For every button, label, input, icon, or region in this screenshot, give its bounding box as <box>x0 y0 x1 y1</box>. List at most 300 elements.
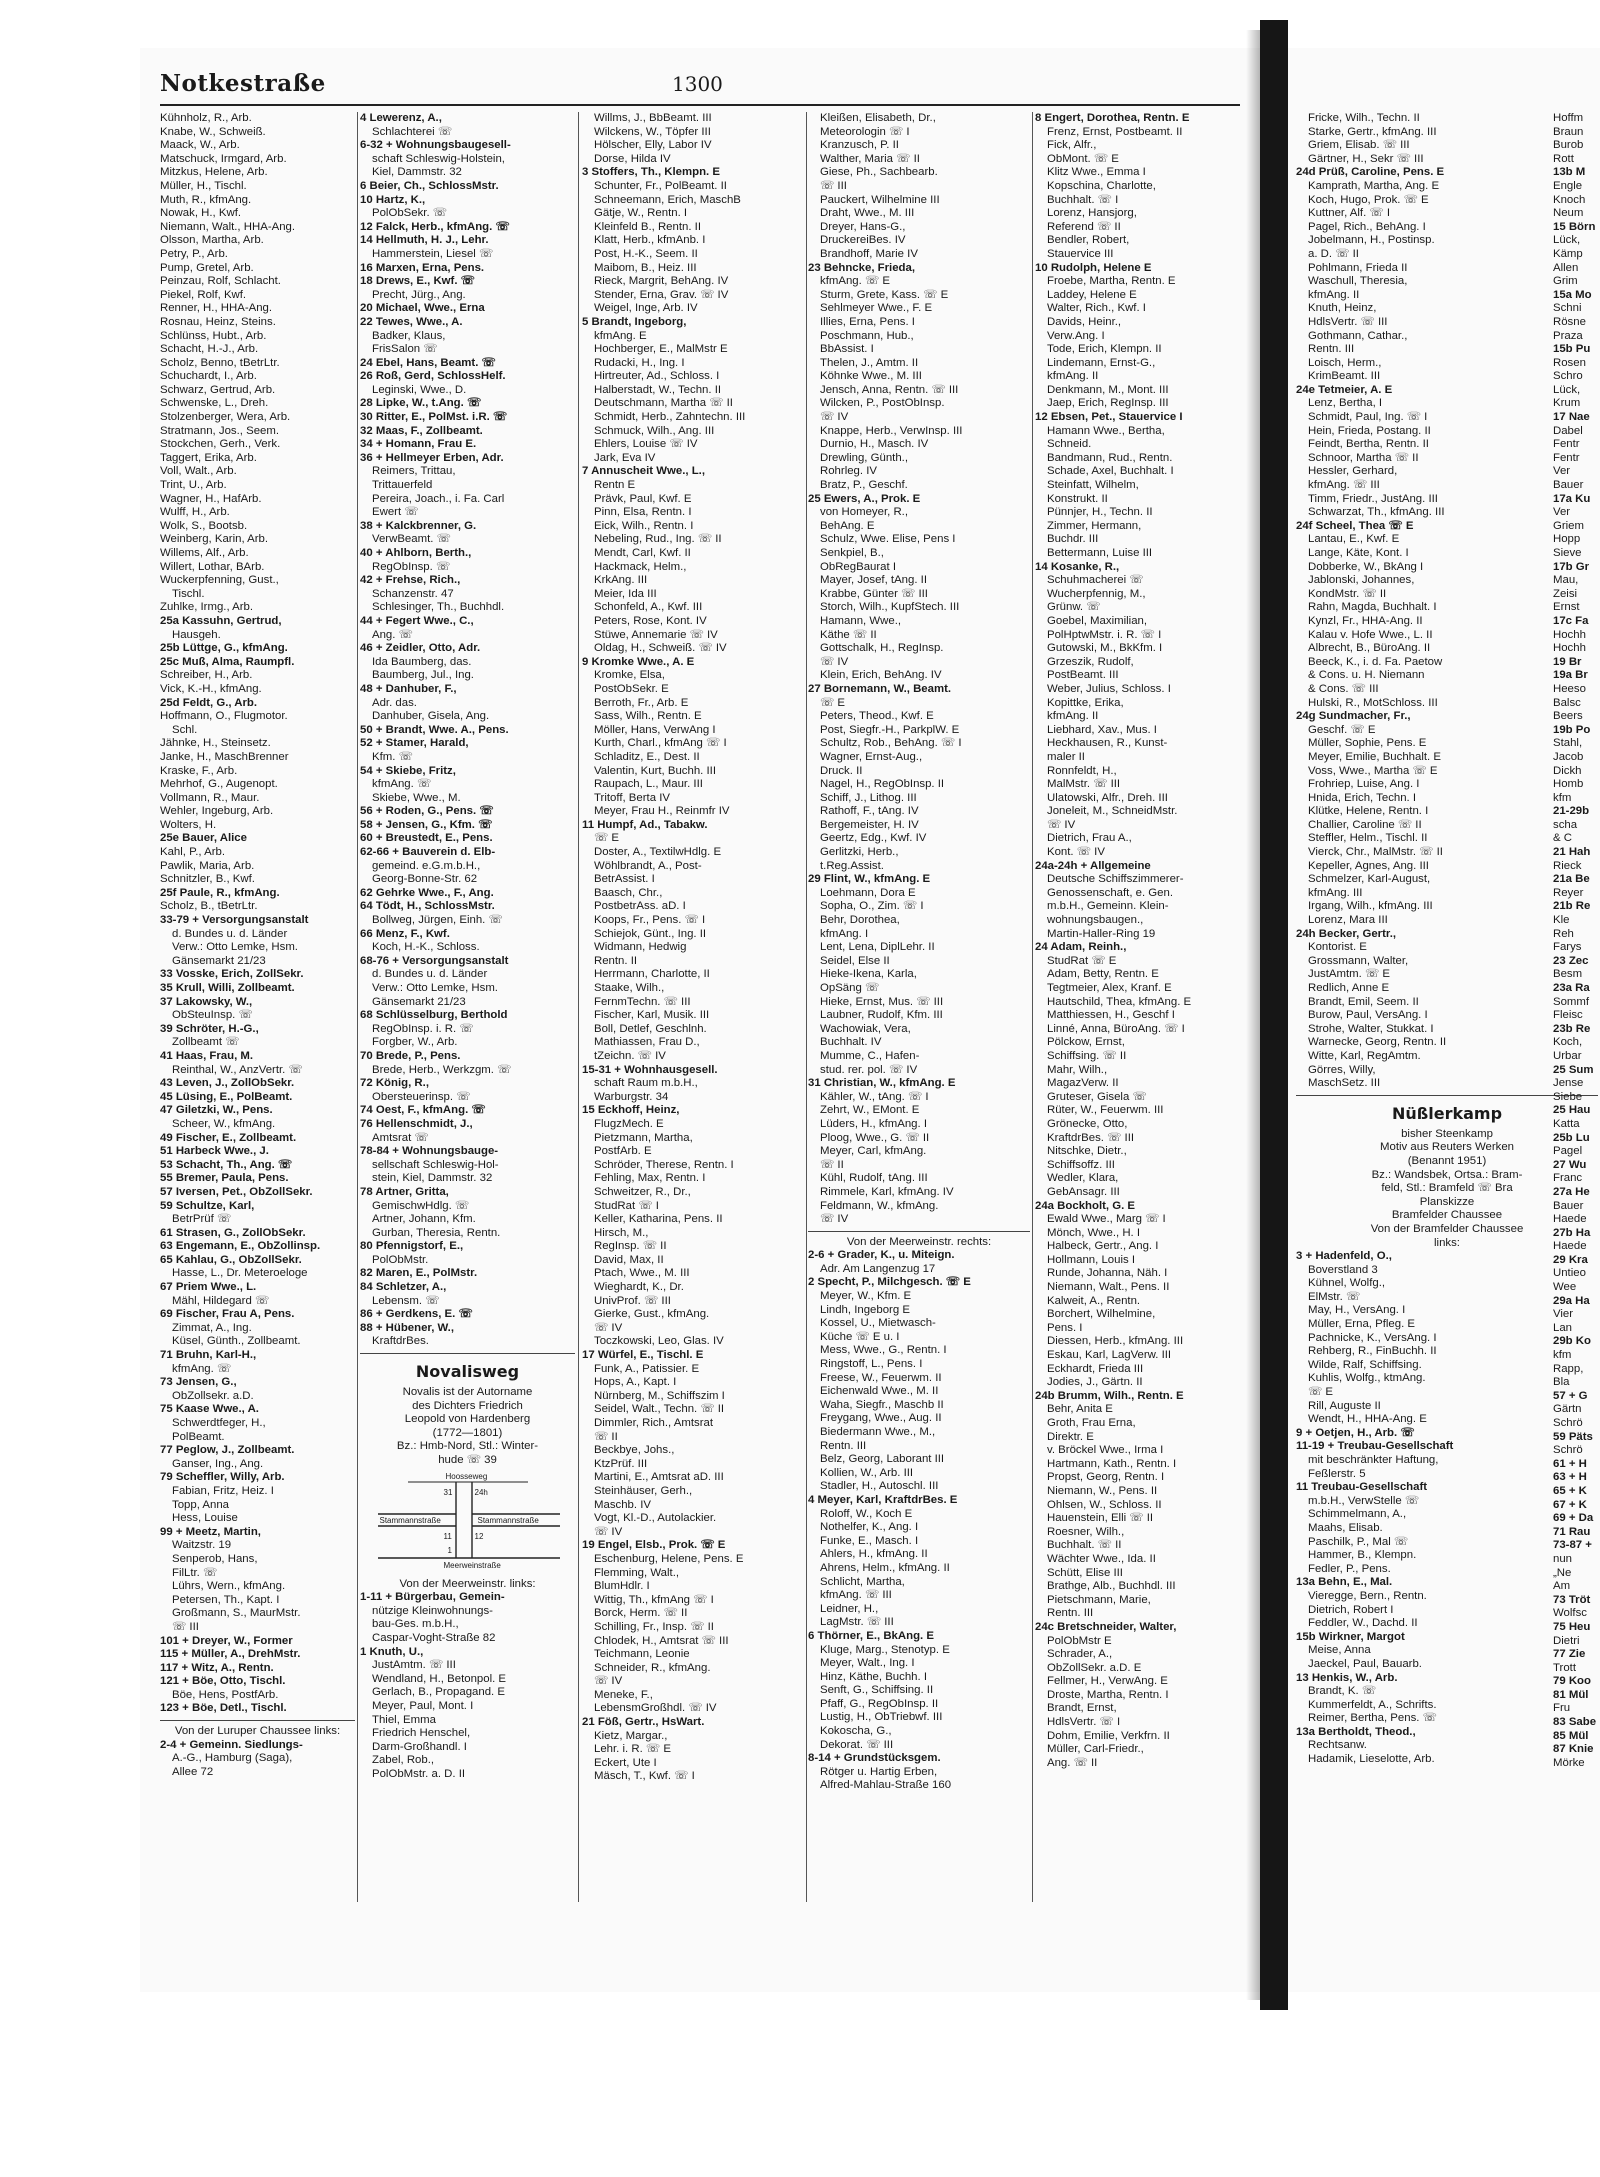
directory-entry-line: Braun <box>1553 125 1584 138</box>
directory-entry-line: Vieregge, Bern., Rentn. <box>1308 1589 1427 1602</box>
directory-entry-line: Mess, Wwe., G., Rentn. I <box>820 1344 947 1357</box>
directory-entry-line: ☏ IV <box>594 1321 623 1334</box>
directory-entry-line: ☏ III <box>820 179 847 192</box>
directory-entry-line: 17b Gr <box>1553 560 1590 573</box>
directory-entry-line: Lindh, Ingeborg E <box>820 1303 910 1316</box>
directory-entry-line: Hieke, Ernst, Mus. ☏ III <box>820 995 944 1008</box>
directory-entry-line: Ahrens, Helm., kfmAng. II <box>820 1561 950 1574</box>
directory-entry-line: 15-31 + Wohnhausgesell. <box>582 1063 718 1076</box>
directory-entry-line: Eick, Wilh., Rentn. I <box>594 519 694 532</box>
directory-entry-line: Schacht, H.-J., Arb. <box>160 343 259 356</box>
directory-entry-line: 69 + Da <box>1553 1512 1594 1525</box>
directory-entry-line: 77 Zie <box>1553 1648 1586 1661</box>
directory-entry-line: Mahr, Wilh., <box>1047 1063 1108 1076</box>
directory-entry-line: Hess, Louise <box>172 1512 238 1525</box>
directory-entry-line: Schütt, Elise III <box>1047 1566 1123 1579</box>
directory-entry-line: Schreiber, H., Arb. <box>160 669 253 682</box>
directory-entry-line: Pereira, Joach., i. Fa. Carl <box>372 492 505 505</box>
directory-entry-line: Beers <box>1553 710 1583 723</box>
directory-entry-line: Kromke, Elsa, <box>594 669 665 682</box>
directory-entry-line: MagazVerw. II <box>1047 1077 1119 1090</box>
directory-entry-line: FrisSalon ☏ <box>372 343 438 356</box>
directory-entry-line: Mathiassen, Frau D., <box>594 1036 700 1049</box>
directory-entry-line: PostObSekr. E <box>594 682 669 695</box>
directory-entry-line: Seidel, Else II <box>820 954 890 967</box>
directory-entry-line: Staake, Wilh., <box>594 982 665 994</box>
directory-entry-line: 35 Krull, Willi, Zollbeamt. <box>160 982 295 994</box>
directory-entry-line: Feßlerstr. 5 <box>1308 1467 1366 1480</box>
directory-entry-line: Raupach, L., Maur. III <box>594 778 703 791</box>
directory-entry-line: Kollien, W., Arb. III <box>820 1466 914 1479</box>
directory-entry-line: Küsel, Günth., Zollbeamt. <box>172 1335 301 1348</box>
directory-entry-line: Walther, Maria ☏ II <box>820 152 920 165</box>
directory-entry-line: Fentr <box>1553 451 1580 464</box>
directory-entry-line: Zuhlke, Irmg., Arb. <box>160 601 254 614</box>
directory-entry-line: Buchhalt. IV <box>820 1036 882 1049</box>
directory-entry-line: Reyer <box>1553 886 1584 899</box>
directory-entry-line: 69 Fischer, Frau A, Pens. <box>160 1308 295 1321</box>
directory-entry-line: 5 Brandt, Ingeborg, <box>582 315 687 328</box>
directory-entry-line: Hadamik, Lieselotte, Arb. <box>1308 1753 1435 1766</box>
directory-entry-line: t.Reg.Assist. <box>820 859 884 872</box>
directory-entry-line: 67 + K <box>1553 1498 1587 1511</box>
directory-entry-line: 25a Kassuhn, Gertrud, <box>160 614 282 627</box>
directory-entry-line: Warnecke, Georg, Rentn. II <box>1308 1036 1447 1049</box>
directory-entry-line: 53 Schacht, Th., Ang. ☏ <box>160 1158 293 1171</box>
directory-entry-line: Behr, Dorothea, <box>820 914 900 927</box>
directory-entry-line: schaft Raum m.b.H., <box>594 1077 698 1090</box>
directory-entry-line: Schiejok, Günt., Ing. II <box>594 927 707 940</box>
directory-entry-line: Mähl, Hildegard ☏ <box>172 1294 270 1307</box>
directory-entry-line: Hochh <box>1553 628 1586 641</box>
directory-entry-line: Dreyer, Hans-G., <box>820 220 906 233</box>
description-line: (Benannt 1951) <box>1407 1154 1487 1167</box>
directory-entry-line: Artner, Johann, Kfm. <box>372 1213 476 1226</box>
directory-entry-line: 63 Engemann, E., ObZollinsp. <box>160 1240 321 1253</box>
directory-entry-line: Diessen, Herb., kfmAng. III <box>1047 1335 1184 1348</box>
directory-entry-line: Deutschmann, Martha ☏ II <box>594 397 733 410</box>
description-line: Leopold von Hardenberg <box>404 1413 531 1426</box>
directory-entry-line: 56 + Roden, G., Pens. ☏ <box>360 805 494 818</box>
directory-entry-line: Fentr <box>1553 438 1580 451</box>
directory-entry-line: Rüter, W., Feuerwm. III <box>1047 1104 1164 1117</box>
directory-entry-line: 75 Kaase Wwe., A. <box>160 1403 259 1416</box>
directory-entry-line: Storch, Wilh., KupfStech. III <box>820 601 960 614</box>
directory-entry-line: Peters, Rose, Kont. IV <box>594 614 707 627</box>
directory-entry-line: Grönecke, Otto, <box>1047 1117 1128 1130</box>
directory-entry-line: Wieghardt, K., Dr. <box>594 1281 684 1294</box>
directory-entry-line: Kossel, U., Mietwasch- <box>820 1317 936 1330</box>
novalisweg-entries <box>360 1591 575 1781</box>
directory-entry-line: Hirtreuter, Ad., Schloss. I <box>594 370 720 383</box>
directory-entry-line: 24 Adam, Reinh., <box>1035 941 1127 954</box>
directory-entry-line: Hoffm <box>1553 112 1584 124</box>
directory-entry-line: Eckhardt, Frieda III <box>1047 1362 1144 1375</box>
directory-entry-line: Kühnholz, R., Arb. <box>160 112 252 124</box>
directory-entry-line: Schmuck, Wilh., Ang. III <box>594 424 715 437</box>
directory-entry-line: Rosen <box>1553 356 1586 369</box>
directory-entry-line: 70 Brede, P., Pens. <box>360 1049 461 1062</box>
directory-entry-line: Janke, H., MaschBrenner <box>160 750 289 763</box>
directory-entry-line: 10 Hartz, K., <box>360 193 426 206</box>
directory-entry-line: Hartmann, Kath., Rentn. I <box>1047 1457 1177 1470</box>
directory-entry-line: Sass, Wilh., Rentn. E <box>594 710 702 723</box>
directory-entry-line: Ploog, Wwe., G. ☏ II <box>820 1131 930 1144</box>
directory-entry-line: Pinn, Elsa, Rentn. I <box>594 506 692 519</box>
directory-entry-line: Hammerstein, Liesel ☏ <box>372 247 494 260</box>
directory-entry-line: Schimmelmann, A., <box>1308 1508 1407 1521</box>
directory-entry-line: 42 + Frehse, Rich., <box>360 574 461 587</box>
directory-entry-line: Hoffmann, O., Flugmotor. <box>160 710 288 723</box>
directory-entry-line: Ahlers, H., kfmAng. II <box>820 1548 928 1561</box>
directory-entry-line: Ohlsen, W., Schloss. II <box>1047 1498 1162 1511</box>
directory-entry-line: Burow, Paul, VersAng. I <box>1308 1009 1428 1022</box>
directory-entry-line: Tritoff, Berta IV <box>594 791 670 804</box>
column-5-entries <box>1035 112 1247 1770</box>
directory-entry-line: wohnungsbaugen., <box>1047 914 1144 927</box>
directory-entry-line: Klatt, Herb., kfmAnb. I <box>594 234 706 247</box>
directory-entry-line: Schwerdtfeger, H., <box>172 1417 266 1429</box>
directory-entry-line: Davids, Heinr., <box>1047 315 1122 328</box>
directory-entry-line: Thelen, J., Amtm. II <box>820 356 919 369</box>
directory-entry-line: Wedler, Klara, <box>1047 1172 1119 1185</box>
directory-entry-line: Verw.: Otto Lemke, Hsm. <box>372 982 498 994</box>
directory-entry-line: Allen <box>1553 261 1579 274</box>
directory-entry-line: Baasch, Chr., <box>594 886 663 899</box>
luruper-heading: Von der Luruper Chaussee links: <box>174 1725 341 1738</box>
directory-entry-line: Verw.: Otto Lemke, Hsm. <box>172 941 298 954</box>
directory-entry-line: ☏ IV <box>820 411 849 424</box>
directory-entry-line: kfm <box>1553 1349 1572 1362</box>
directory-entry-line: Fick, Alfr., <box>1047 139 1097 152</box>
directory-entry-line: Weinberg, Karin, Arb. <box>160 533 269 546</box>
directory-entry-line: Schonfeld, A., Kwf. III <box>594 601 703 614</box>
directory-entry-line: 27a He <box>1553 1185 1590 1198</box>
directory-entry-line: 78 Artner, Gritta, <box>360 1185 449 1198</box>
directory-entry-line: Schladitz, E., Dest. II <box>594 750 700 763</box>
directory-entry-line: Müller, Sophie, Pens. E <box>1308 737 1427 750</box>
directory-entry-line: Rimmele, Karl, kfmAng. IV <box>820 1185 954 1198</box>
directory-entry-line: 25c Muß, Alma, Raumpfl. <box>160 655 295 668</box>
directory-entry-line: Reh <box>1553 927 1574 940</box>
directory-entry-line: 87 Knie <box>1553 1743 1594 1756</box>
right-page-edge-column <box>1553 112 1600 1902</box>
column-divider <box>1032 112 1033 1902</box>
directory-entry-line: PolObMstr E <box>1047 1634 1112 1647</box>
directory-entry-line: Geschf. ☏ E <box>1308 723 1376 736</box>
directory-entry-line: Friedrich Henschel, <box>372 1727 471 1740</box>
directory-entry-line: stud. rer. pol. ☏ IV <box>820 1063 918 1076</box>
directory-entry-line: Zehrt, W., EMont. E <box>820 1104 920 1117</box>
directory-entry-line: Vier <box>1553 1308 1574 1321</box>
directory-entry-line: Schnoor, Martha ☏ II <box>1308 451 1419 464</box>
directory-entry-line: Rentn. III <box>1308 343 1355 356</box>
directory-entry-line: Kühnel, Wolfg., <box>1308 1277 1386 1290</box>
directory-entry-line: Adam, Betty, Rentn. E <box>1047 968 1159 981</box>
directory-entry-line: Grünw. ☏ <box>1047 601 1101 614</box>
directory-entry-line: Dobberke, W., BkAng I <box>1308 560 1424 573</box>
directory-column-1 <box>160 112 355 1902</box>
directory-entry-line: Wendt, H., HHA-Ang. E <box>1308 1413 1427 1426</box>
directory-entry-line: 59 Päts <box>1553 1430 1593 1443</box>
directory-entry-line: Eskau, Karl, LagVerw. III <box>1047 1349 1172 1362</box>
directory-entry-line: Nebeling, Rud., Ing. ☏ II <box>594 533 722 546</box>
directory-entry-line: 115 + Müller, A., DrehMstr. <box>160 1648 301 1661</box>
directory-entry-line: Farys <box>1553 941 1582 954</box>
directory-entry-line: 48 + Danhuber, F., <box>360 682 457 695</box>
directory-entry-line: Schiffsing. ☏ II <box>1047 1049 1127 1062</box>
directory-entry-line: 86 + Gerdkens, E. ☏ <box>360 1308 473 1321</box>
directory-entry-line: Gerlach, B., Propagand. E <box>372 1686 505 1699</box>
directory-entry-line: 62-66 + Bauverein d. Elb- <box>360 846 496 859</box>
directory-entry-line: Bergemeister, H. IV <box>820 818 919 831</box>
directory-entry-line: Buchhalt. ☏ I <box>1047 193 1119 206</box>
directory-column-3 <box>582 112 804 1902</box>
directory-entry-line: Schlesinger, Th., Buchhdl. <box>372 601 505 614</box>
directory-entry-line: Dohm, Emilie, Verkfrn. II <box>1047 1729 1170 1742</box>
directory-entry-line: MalMstr. ☏ III <box>1047 778 1121 791</box>
directory-entry-line: 6 Thörner, E., BkAng. E <box>808 1629 934 1642</box>
directory-entry-line: Schneider, R., kfmAng. <box>594 1661 711 1674</box>
directory-entry-line: Belz, Georg, Laborant III <box>820 1453 945 1466</box>
directory-entry-line: Freese, W., Feuerwm. II <box>820 1371 942 1384</box>
directory-entry-line: Pagel <box>1553 1145 1583 1158</box>
directory-entry-line: 6 Beier, Ch., SchlossMstr. <box>360 179 499 192</box>
description-line: (1772—1801) <box>432 1426 503 1439</box>
directory-entry-line: Runde, Johanna, Näh. I <box>1047 1267 1168 1280</box>
directory-entry-line: Lan <box>1553 1321 1573 1334</box>
directory-entry-line: 28 Lipke, W., t.Ang. ☏ <box>360 397 482 410</box>
directory-entry-line: Eichenwald Wwe., M. II <box>820 1385 939 1398</box>
directory-entry-line: Reinthal, W., AnzVertr. ☏ <box>172 1063 303 1076</box>
directory-entry-line: Ang. ☏ II <box>1047 1756 1098 1769</box>
description-line: links: <box>1434 1236 1460 1249</box>
directory-entry-line: Joneleit, M., SchneidMstr. <box>1047 805 1178 818</box>
directory-entry-line: d. Bundes u. d. Länder <box>172 927 288 940</box>
directory-entry-line: kfmAng. ☏ III <box>1308 479 1380 492</box>
directory-entry-line: Vollmann, R., Maur. <box>160 791 260 804</box>
directory-entry-line: Wehler, Ingeburg, Arb. <box>160 805 274 818</box>
directory-entry-line: 19b Po <box>1553 723 1591 736</box>
directory-entry-line: Schmidt, Herb., Zahntechn. III <box>594 411 746 424</box>
directory-entry-line: scha <box>1553 818 1578 831</box>
directory-entry-line: & Cons. ☏ III <box>1308 682 1379 695</box>
directory-entry-line: 61 Strasen, G., ZollObSekr. <box>160 1226 306 1239</box>
directory-entry-line: 34 + Homann, Frau E. <box>360 438 477 451</box>
sketch-house-number: 24h <box>474 1487 488 1497</box>
directory-entry-line: 24h Becker, Gertr., <box>1296 927 1397 940</box>
directory-entry-line: Kont. ☏ IV <box>1047 846 1105 859</box>
directory-entry-line: 10 Rudolph, Helene E <box>1035 261 1152 274</box>
directory-entry-line: Pawlik, Maria, Arb. <box>160 859 255 872</box>
directory-entry-line: UnivProf. ☏ III <box>594 1294 671 1307</box>
directory-entry-line: Rosnau, Heinz, Steins. <box>160 315 276 328</box>
directory-entry-line: Schnitzler, B., Kwf. <box>160 873 255 886</box>
directory-entry-line: Bandmann, Rud., Rentn. <box>1047 451 1173 464</box>
directory-entry-line: Vierck, Chr., MalMstr. ☏ II <box>1308 846 1443 859</box>
directory-entry-line: Bollweg, Jürgen, Einh. ☏ <box>372 914 503 927</box>
directory-entry-line: Zimmat, A., Ing. <box>172 1321 252 1334</box>
directory-entry-line: LebensmGroßhdl. ☏ IV <box>594 1702 717 1715</box>
directory-entry-line: BehAng. E <box>820 519 875 532</box>
directory-entry-line: Mitzkus, Helene, Arb. <box>160 166 268 179</box>
directory-entry-line: 25e Bauer, Alice <box>160 832 247 845</box>
directory-entry-line: Hasse, L., Dr. Meteroeloge <box>172 1267 308 1280</box>
directory-entry-line: Stauervice III <box>1047 247 1114 260</box>
directory-entry-line: 13a Bertholdt, Theod., <box>1296 1725 1416 1738</box>
directory-entry-line: 4 Lewerenz, A., <box>360 112 442 124</box>
directory-entry-line: Caspar-Voght-Straße 82 <box>372 1631 496 1644</box>
directory-entry-line: ObRegBaurat I <box>820 560 896 573</box>
directory-entry-line: Gottschalk, H., RegInsp. <box>820 642 944 655</box>
directory-entry-line: Matthiessen, H., Geschf I <box>1047 1009 1175 1022</box>
directory-entry-line: Nothelfer, K., Ang. I <box>820 1521 919 1534</box>
directory-entry-line: Ewert ☏ <box>372 506 419 519</box>
directory-entry-line: v. Bröckel Wwe., Irma I <box>1047 1444 1164 1457</box>
directory-entry-line: PolObMstr. <box>372 1253 429 1266</box>
directory-entry-line: & Cons. u. H. Niemann <box>1308 669 1425 682</box>
directory-entry-line: Funke, E., Masch. I <box>820 1534 919 1547</box>
directory-entry-line: Hessler, Gerhard, <box>1308 465 1398 478</box>
directory-entry-line: 17c Fa <box>1553 614 1589 627</box>
directory-entry-line: 17a Ku <box>1553 492 1591 505</box>
directory-entry-line: Pump, Gretel, Arb. <box>160 261 254 274</box>
directory-entry-line: Koch, H.-K., Schloss. <box>372 941 480 954</box>
directory-entry-line: Lehr. i. R. ☏ E <box>594 1743 671 1756</box>
directory-entry-line: Lück, <box>1553 383 1581 396</box>
directory-entry-line: Hnida, Erich, Techn. I <box>1308 791 1417 804</box>
directory-entry-line: Petry, P., Arb. <box>160 247 228 260</box>
directory-entry-line: Tischl. <box>172 587 205 600</box>
nusslerkamp-heading: Nüßlerkamp <box>1391 1103 1503 1123</box>
directory-entry-line: Kranzusch, P. II <box>820 139 899 152</box>
directory-entry-line: Hochberger, E., MalMstr E <box>594 343 728 356</box>
directory-entry-line: Brede, Herb., Werkzgm. ☏ <box>372 1063 512 1076</box>
directory-entry-line: Fehling, Max, Rentn. I <box>594 1172 706 1185</box>
directory-entry-line: HdlsVertr. ☏ III <box>1308 315 1388 328</box>
directory-entry-line: Nürnberg, M., Schiffszim I <box>594 1389 725 1402</box>
directory-entry-line: Kleißen, Elisabeth, Dr., <box>820 112 936 124</box>
directory-entry-line: Gierke, Gust., kfmAng. <box>594 1308 710 1321</box>
directory-entry-line: Sehlmeyer Wwe., F. E <box>820 302 933 315</box>
directory-entry-line: GemischwHdlg. ☏ <box>372 1199 470 1212</box>
directory-entry-line: 29a Ha <box>1553 1294 1590 1307</box>
directory-entry-line: kfmAng. ☏ <box>372 778 432 791</box>
directory-entry-line: Küche ☏ E u. I <box>820 1330 900 1343</box>
directory-entry-line: 57 + G <box>1553 1389 1588 1402</box>
directory-entry-line: FernmTechn. ☏ III <box>594 995 691 1008</box>
directory-entry-line: Lührs, Wern., kfmAng. <box>172 1580 286 1593</box>
directory-entry-line: Laddey, Helene E <box>1047 288 1137 301</box>
directory-entry-line: 52 + Stamer, Harald, <box>360 737 469 750</box>
directory-entry-line: Rösne <box>1553 315 1586 328</box>
directory-entry-line: Leginski, Wwe., D. <box>372 383 467 396</box>
directory-entry-line: Pietschmann, Marie, <box>1047 1593 1151 1606</box>
directory-entry-line: Paschilk, P., Mal ☏ <box>1308 1535 1409 1548</box>
directory-entry-line: Pachnicke, K., VersAng. I <box>1308 1331 1437 1344</box>
directory-entry-line: Albrecht, B., BüroAng. II <box>1308 642 1431 655</box>
directory-entry-line: Fabian, Fritz, Heiz. I <box>172 1484 274 1497</box>
directory-entry-line: Eschenburg, Helene, Pens. E <box>594 1552 744 1565</box>
directory-entry-line: Loehmann, Dora E <box>820 886 916 899</box>
directory-entry-line: tZeichn. ☏ IV <box>594 1049 666 1062</box>
directory-entry-line: Strohe, Walter, Stukkat. I <box>1308 1022 1434 1035</box>
directory-entry-line: Möller, Hans, VerwAng I <box>594 723 716 736</box>
directory-entry-line: Gärtn <box>1553 1403 1582 1416</box>
directory-entry-line: 101 + Dreyer, W., Former <box>160 1634 293 1647</box>
directory-entry-line: 19 Engel, Elsb., Prok. ☏ E <box>582 1539 726 1552</box>
directory-entry-line: Zeisi <box>1553 587 1578 600</box>
directory-entry-line: Weigel, Inge, Arb. IV <box>594 302 698 315</box>
directory-entry-line: 13 Henkis, W., Arb. <box>1296 1671 1398 1684</box>
directory-entry-line: Kämp <box>1553 247 1583 260</box>
directory-entry-line: Wuckerpfenning, Gust., <box>160 574 279 587</box>
directory-entry-line: Ernst <box>1553 601 1580 614</box>
directory-entry-line: nützige Kleinwohnungs- <box>372 1604 493 1617</box>
column-4-right-side-entries <box>808 1249 1030 1793</box>
directory-entry-line: 79 Scheffler, Willy, Arb. <box>160 1471 285 1484</box>
directory-entry-line: Schro <box>1553 370 1583 383</box>
directory-entry-line: Grim <box>1553 275 1578 288</box>
directory-entry-line: Obersteuerinsp. ☏ <box>372 1090 471 1103</box>
directory-entry-line: Ulatowski, Alfr., Dreh. III <box>1047 791 1168 804</box>
directory-entry-line: Hautschild, Thea, kfmAng. E <box>1047 995 1192 1008</box>
directory-entry-line: Schulz, Wwe. Elise, Pens I <box>820 533 956 546</box>
directory-entry-line: Fricke, Wilh., Techn. II <box>1308 112 1420 124</box>
directory-entry-line: Denkmann, M., Mont. III <box>1047 383 1169 396</box>
directory-entry-line: 74 Oest, F., kfmAng. ☏ <box>360 1104 486 1117</box>
directory-entry-line: 71 Bruhn, Karl-H., <box>160 1349 257 1362</box>
directory-entry-line: David, Max, II <box>594 1253 664 1266</box>
directory-entry-line: Behr, Anita E <box>1047 1403 1113 1416</box>
directory-entry-line: Kfm. ☏ <box>372 750 413 763</box>
directory-entry-line: Vick, K.-H., kfmAng. <box>160 682 262 695</box>
directory-entry-line: Wolk, S., Bootsb. <box>160 519 248 532</box>
directory-entry-line: GebAnsagr. III <box>1047 1185 1120 1198</box>
directory-entry-line: Rott <box>1553 152 1574 165</box>
directory-entry-line: Muth, R., kfmAng. <box>160 193 252 206</box>
directory-entry-line: m.b.H., VerwStelle ☏ <box>1308 1494 1420 1507</box>
directory-entry-line: Senkpiel, B., <box>820 547 884 559</box>
sketch-house-number: 11 <box>443 1531 452 1541</box>
directory-entry-line: Boll, Detlef, Geschlnh. <box>594 1022 707 1035</box>
directory-entry-line: Schwenske, L., Dreh. <box>160 397 269 410</box>
directory-entry-line: Schrö <box>1553 1417 1583 1429</box>
directory-entry-line: Wagner, H., HafArb. <box>160 492 262 505</box>
directory-entry-line: Verw.Ang. I <box>1047 329 1105 342</box>
directory-entry-line: Alfred-Mahlau-Straße 160 <box>820 1779 952 1792</box>
directory-entry-line: Adr. das. <box>372 696 417 709</box>
directory-entry-line: 25b Lüttge, G., kfmAng. <box>160 642 288 655</box>
directory-entry-line: Rieck, Margrit, BehAng. IV <box>594 275 729 288</box>
directory-entry-line: Waitzstr. 19 <box>172 1539 232 1552</box>
directory-entry-line: Jacob <box>1553 750 1584 763</box>
directory-entry-line: Ehlers, Louise ☏ IV <box>594 438 698 451</box>
directory-entry-line: Dickh <box>1553 764 1582 777</box>
directory-entry-line: Prävk, Paul, Kwf. E <box>594 492 692 505</box>
directory-entry-line: DruckereiBes. IV <box>820 234 906 247</box>
directory-entry-line: MaschSetz. III <box>1308 1077 1381 1090</box>
directory-entry-line: 8 Engert, Dorothea, Rentn. E <box>1035 112 1190 124</box>
directory-entry-line: kfmAng. ☏ <box>172 1362 232 1375</box>
directory-entry-line: 59 Schultze, Karl, <box>160 1199 255 1212</box>
sketch-house-number: 1 <box>447 1545 452 1555</box>
directory-entry-line: Kraske, F., Arb. <box>160 764 238 777</box>
directory-entry-line: ObZollSekr. a.D. E <box>1047 1661 1142 1674</box>
directory-entry-line: 25b Lu <box>1553 1131 1590 1144</box>
directory-entry-line: ObZollsekr. a.D. <box>172 1389 254 1402</box>
directory-entry-line: 40 + Ahlborn, Berth., <box>360 547 472 559</box>
